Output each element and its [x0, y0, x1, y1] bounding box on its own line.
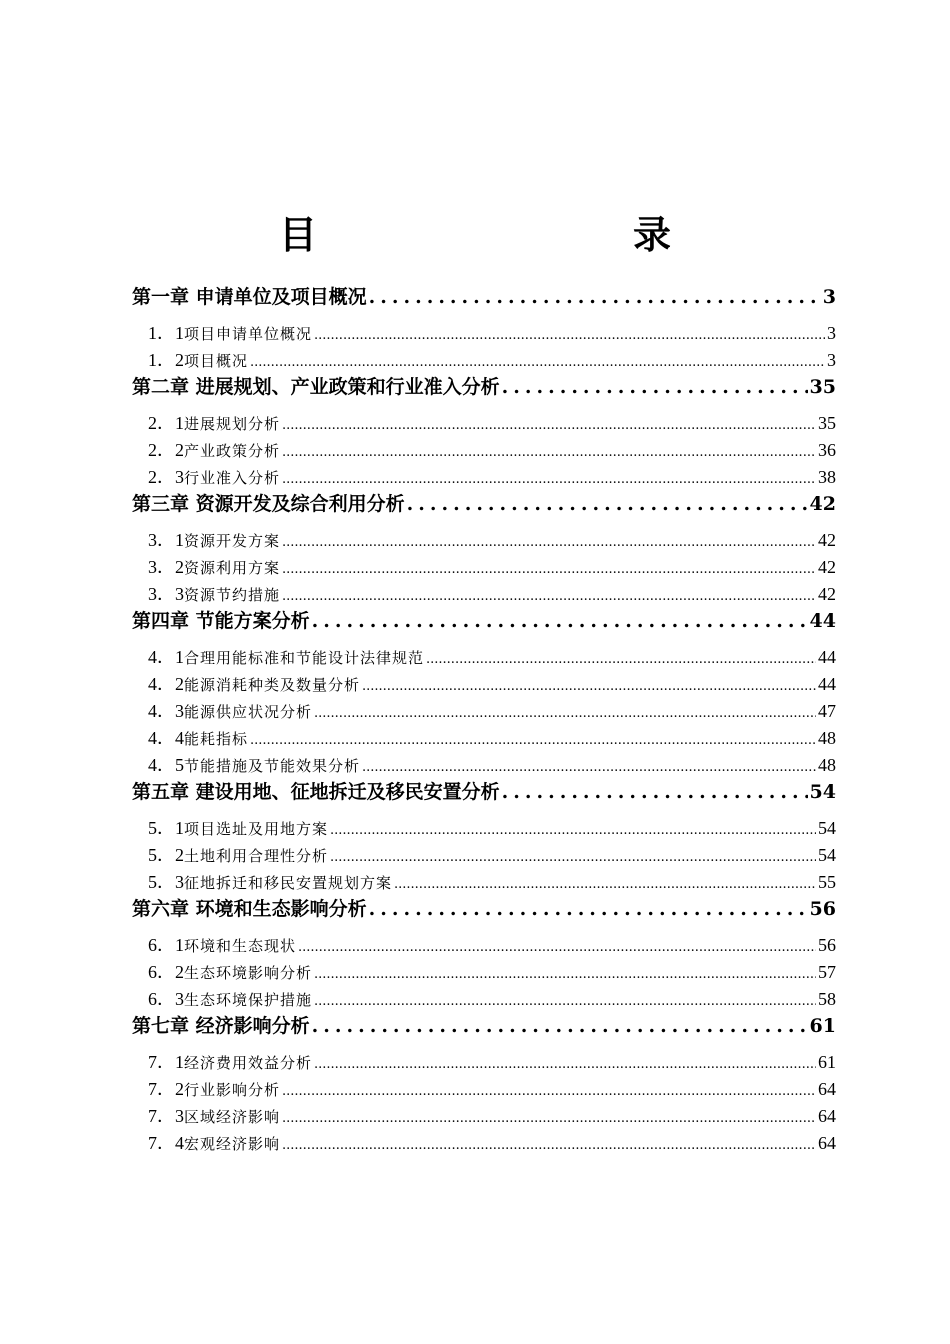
section-number: 3．3 [148, 584, 184, 604]
dot-leader [312, 608, 808, 635]
toc-chapter-entry[interactable] [132, 779, 836, 806]
section-number: 2．1 [148, 413, 184, 433]
toc-section-entry[interactable] [132, 869, 836, 896]
dot-leader [312, 1013, 808, 1040]
page-number: 61 [818, 1052, 836, 1072]
toc-section-entry[interactable] [132, 1076, 836, 1103]
section-number: 2．2 [148, 440, 184, 460]
dot-leader [394, 870, 816, 898]
toc-chapter-entry[interactable] [132, 284, 836, 311]
dot-leader [362, 672, 816, 700]
dot-leader [282, 1077, 816, 1105]
page-number: 56 [818, 935, 836, 955]
dot-leader [282, 1131, 816, 1159]
section-number: 5．2 [148, 845, 184, 865]
toc-section-entry[interactable] [132, 464, 836, 491]
section-number: 4．2 [148, 674, 184, 694]
page-number: 64 [818, 1106, 836, 1126]
toc-section-entry[interactable] [132, 554, 836, 581]
toc-section-entry[interactable] [132, 437, 836, 464]
section-title: 征地拆迁和移民安置规划方案 [184, 874, 393, 892]
section-title: 能源供应状况分析 [184, 703, 313, 721]
dot-leader [250, 726, 816, 754]
toc-section-entry[interactable] [132, 644, 836, 671]
toc-chapter-entry[interactable] [132, 896, 836, 923]
section-title: 项目申请单位概况 [184, 325, 313, 343]
toc-section-entry[interactable] [132, 842, 836, 869]
page-number: 42 [818, 530, 836, 550]
page-number: 54 [818, 818, 836, 838]
dot-leader [314, 987, 816, 1015]
page-number: 36 [818, 440, 836, 460]
toc-section-entry[interactable] [132, 815, 836, 842]
page-number: 54 [818, 845, 836, 865]
section-title: 产业政策分析 [184, 442, 281, 460]
toc-chapter-entry[interactable] [132, 1013, 836, 1040]
toc-section-entry[interactable] [132, 725, 836, 752]
chapter-title: 第七章 经济影响分析 [132, 1015, 310, 1037]
section-title: 行业准入分析 [184, 469, 281, 487]
page-number: 44 [809, 610, 836, 632]
dot-leader [282, 528, 816, 556]
page-number: 54 [809, 781, 836, 803]
dot-leader [282, 555, 816, 583]
section-number: 4．5 [148, 755, 184, 775]
chapter-title: 第二章 进展规划、产业政策和行业准入分析 [132, 376, 500, 398]
page-number: 57 [818, 962, 836, 982]
section-number: 7．4 [148, 1133, 184, 1153]
dot-leader [407, 491, 808, 518]
dot-leader [298, 933, 816, 961]
section-title: 行业影响分析 [184, 1081, 281, 1099]
dot-leader [314, 321, 825, 349]
section-number: 1．2 [148, 350, 184, 370]
toc-section-entry[interactable] [132, 986, 836, 1013]
section-number: 2．3 [148, 467, 184, 487]
dot-leader [426, 645, 816, 673]
page-number: 3 [827, 350, 836, 370]
page-number: 61 [809, 1015, 836, 1037]
dot-leader [330, 843, 816, 871]
chapter-title: 第五章 建设用地、征地拆迁及移民安置分析 [132, 781, 500, 803]
toc-section-entry[interactable] [132, 752, 836, 779]
page-number: 3 [827, 323, 836, 343]
dot-leader [330, 816, 816, 844]
toc-chapter-entry[interactable] [132, 491, 836, 518]
table-of-contents [132, 284, 836, 1157]
toc-section-entry[interactable] [132, 932, 836, 959]
section-title: 合理用能标准和节能设计法律规范 [184, 649, 425, 667]
section-number: 3．1 [148, 530, 184, 550]
section-number: 6．3 [148, 989, 184, 1009]
toc-section-entry[interactable] [132, 347, 836, 374]
page-number: 35 [809, 376, 836, 398]
chapter-title: 第四章 节能方案分析 [132, 610, 310, 632]
toc-section-entry[interactable] [132, 959, 836, 986]
section-number: 5．3 [148, 872, 184, 892]
section-number: 4．3 [148, 701, 184, 721]
toc-chapter-entry[interactable] [132, 374, 836, 401]
toc-section-entry[interactable] [132, 320, 836, 347]
dot-leader [282, 438, 816, 466]
page-number: 42 [818, 584, 836, 604]
toc-chapter-entry[interactable] [132, 608, 836, 635]
section-number: 6．1 [148, 935, 184, 955]
dot-leader [282, 465, 816, 493]
page-number: 44 [818, 674, 836, 694]
dot-leader [282, 582, 816, 610]
page-number: 42 [809, 493, 836, 515]
page-title: 目 录 [278, 212, 751, 257]
toc-section-entry[interactable] [132, 410, 836, 437]
section-title: 项目选址及用地方案 [184, 820, 329, 838]
section-title: 区域经济影响 [184, 1108, 281, 1126]
toc-section-entry[interactable] [132, 1103, 836, 1130]
section-title: 能源消耗种类及数量分析 [184, 676, 361, 694]
section-title: 宏观经济影响 [184, 1135, 281, 1153]
section-title: 经济费用效益分析 [184, 1054, 313, 1072]
toc-section-entry[interactable] [132, 1130, 836, 1157]
dot-leader [282, 1104, 816, 1132]
section-title: 资源节约措施 [184, 586, 281, 604]
section-title: 环境和生态现状 [184, 937, 297, 955]
toc-section-entry[interactable] [132, 671, 836, 698]
section-title: 资源开发方案 [184, 532, 281, 550]
page-number: 42 [818, 557, 836, 577]
section-title: 能耗指标 [184, 730, 249, 748]
dot-leader [369, 896, 808, 923]
dot-leader [502, 779, 808, 806]
section-number: 3．2 [148, 557, 184, 577]
section-title: 项目概况 [184, 352, 249, 370]
section-number: 4．1 [148, 647, 184, 667]
toc-section-entry[interactable] [132, 527, 836, 554]
section-number: 7．1 [148, 1052, 184, 1072]
chapter-title: 第六章 环境和生态影响分析 [132, 898, 367, 920]
toc-section-entry[interactable] [132, 698, 836, 725]
dot-leader [502, 374, 808, 401]
toc-section-entry[interactable] [132, 1049, 836, 1076]
page-number: 56 [809, 898, 836, 920]
page-number: 44 [818, 647, 836, 667]
page-number: 64 [818, 1133, 836, 1153]
section-number: 1．1 [148, 323, 184, 343]
chapter-title: 第三章 资源开发及综合利用分析 [132, 493, 405, 515]
page-number: 3 [822, 286, 836, 308]
section-title: 资源利用方案 [184, 559, 281, 577]
toc-section-entry[interactable] [132, 581, 836, 608]
section-number: 4．4 [148, 728, 184, 748]
page-number: 55 [818, 872, 836, 892]
dot-leader [314, 1050, 816, 1078]
page-number: 47 [818, 701, 836, 721]
dot-leader [362, 753, 816, 781]
section-number: 5．1 [148, 818, 184, 838]
page-number: 58 [818, 989, 836, 1009]
section-title: 进展规划分析 [184, 415, 281, 433]
section-title: 土地利用合理性分析 [184, 847, 329, 865]
dot-leader [250, 348, 825, 376]
section-number: 7．3 [148, 1106, 184, 1126]
page-number: 48 [818, 728, 836, 748]
dot-leader [314, 699, 816, 727]
section-title: 节能措施及节能效果分析 [184, 757, 361, 775]
page-number: 64 [818, 1079, 836, 1099]
page-number: 38 [818, 467, 836, 487]
page-number: 35 [818, 413, 836, 433]
chapter-title: 第一章 申请单位及项目概况 [132, 286, 367, 308]
section-title: 生态环境保护措施 [184, 991, 313, 1009]
dot-leader [314, 960, 816, 988]
section-title: 生态环境影响分析 [184, 964, 313, 982]
page-number: 48 [818, 755, 836, 775]
section-number: 6．2 [148, 962, 184, 982]
dot-leader [369, 284, 821, 311]
section-number: 7．2 [148, 1079, 184, 1099]
dot-leader [282, 411, 816, 439]
